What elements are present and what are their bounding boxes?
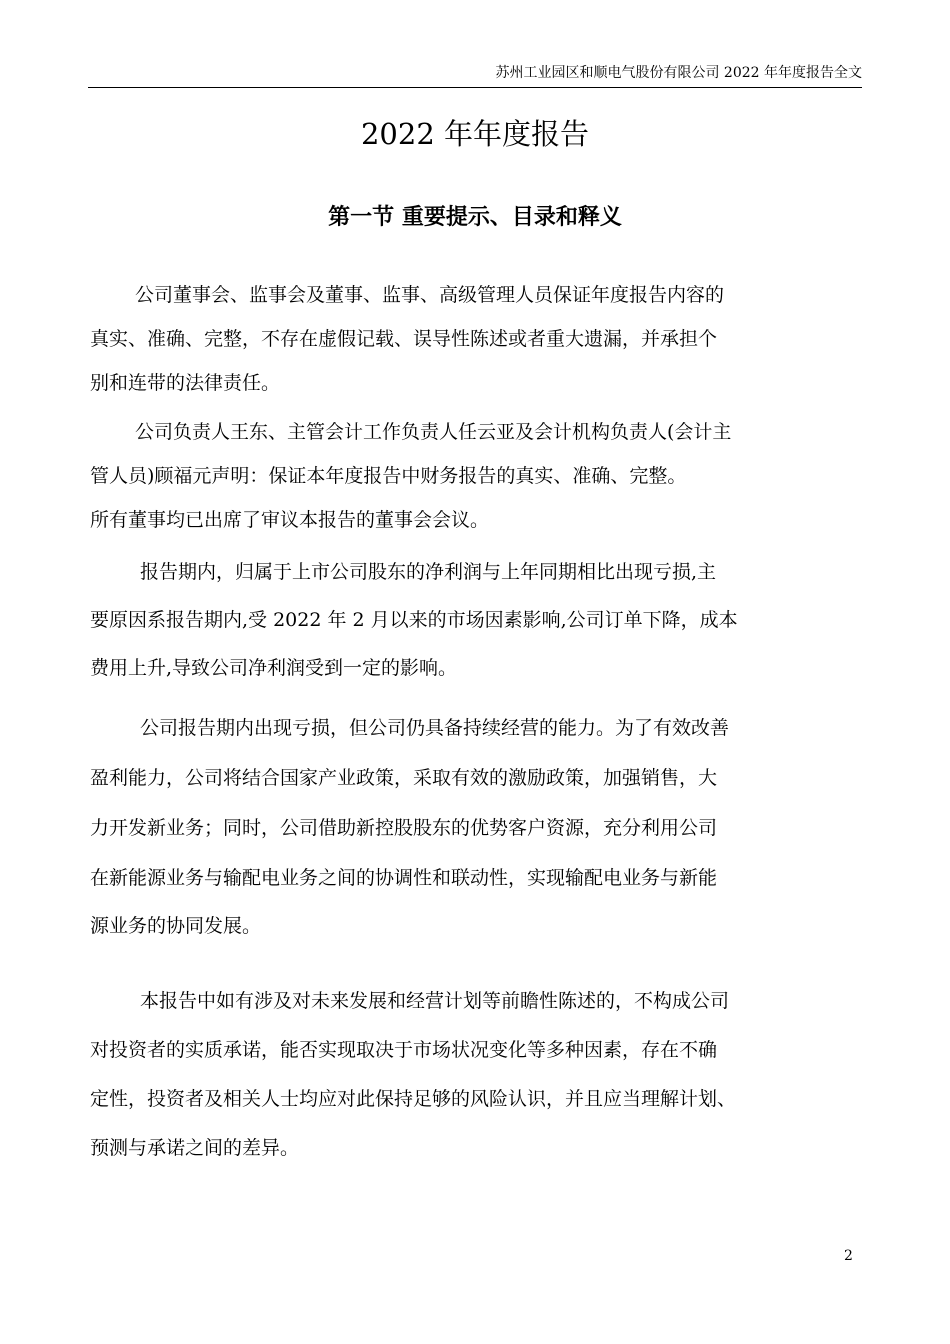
paragraph-4-line-3: 费用上升,导致公司净利润受到一定的影响。 [90,657,458,679]
paragraph-4-line-1: 报告期内，归属于上市公司股东的净利润与上年同期相比出现亏损,主 [140,561,717,583]
report-title: 2022 年年度报告 [360,117,590,151]
page-number: 2 [844,1248,853,1264]
paragraph-2-line-1: 公司负责人王东、主管会计工作负责人任云亚及会计机构负责人(会计主 [135,421,732,443]
paragraph-1-line-3: 别和连带的法律责任。 [90,372,281,394]
paragraph-5-line-1: 公司报告期内出现亏损，但公司仍具备持续经营的能力。为了有效改善 [140,717,730,739]
paragraph-2-line-2: 管人员)顾福元声明：保证本年度报告中财务报告的真实、准确、完整。 [90,465,687,487]
paragraph-6-line-3: 定性，投资者及相关人士均应对此保持足够的风险认识，并且应当理解计划、 [90,1088,737,1110]
running-header [88,64,862,88]
paragraph-5-line-4: 在新能源业务与输配电业务之间的协调性和联动性，实现输配电业务与新能 [90,867,718,889]
running-header-text: 苏州工业园区和顺电气股份有限公司 2022 年年度报告全文 [495,65,862,81]
section-heading: 第一节 重要提示、目录和释义 [328,204,622,230]
paragraph-5-line-2: 盈利能力，公司将结合国家产业政策，采取有效的激励政策，加强销售，大 [90,767,718,789]
paragraph-1-line-2: 真实、准确、完整，不存在虚假记载、误导性陈述或者重大遗漏，并承担个 [90,328,718,350]
paragraph-1-line-1: 公司董事会、监事会及董事、监事、高级管理人员保证年度报告内容的 [135,284,725,306]
paragraph-5-line-3: 力开发新业务；同时，公司借助新控股股东的优势客户资源，充分利用公司 [90,817,718,839]
paragraph-6-line-2: 对投资者的实质承诺，能否实现取决于市场状况变化等多种因素，存在不确 [90,1039,718,1061]
paragraph-4-line-2: 要原因系报告期内,受 2022 年 2 月以来的市场因素影响,公司订单下降，成本 [90,609,738,631]
paragraph-5-line-5: 源业务的协同发展。 [90,915,262,937]
paragraph-3-line-1: 所有董事均已出席了审议本报告的董事会会议。 [90,509,490,531]
paragraph-6-line-4: 预测与承诺之间的差异。 [90,1137,300,1159]
paragraph-6-line-1: 本报告中如有涉及对未来发展和经营计划等前瞻性陈述的，不构成公司 [140,990,730,1012]
